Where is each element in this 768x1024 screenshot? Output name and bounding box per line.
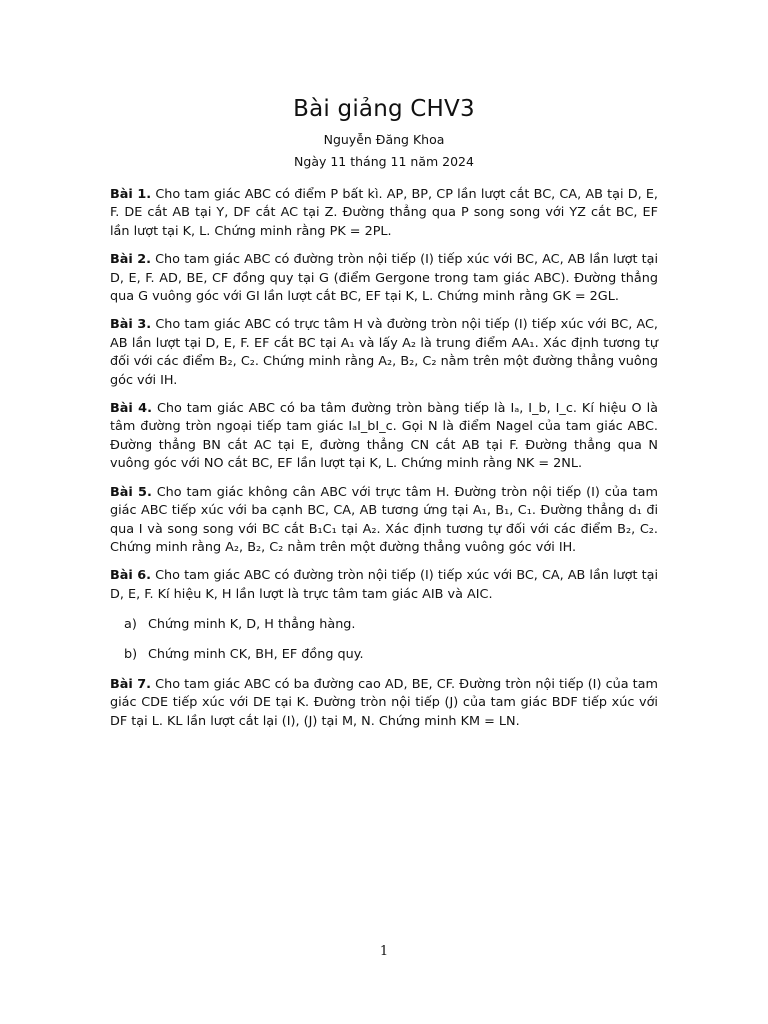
problem-4	[110, 400, 658, 474]
document-author: Nguyễn Đăng Khoa	[323, 132, 445, 147]
sub-question-b	[124, 646, 658, 664]
sub-question-list	[110, 616, 658, 664]
sub-question-text: Chứng minh K, D, H thẳng hàng.	[148, 617, 356, 633]
sub-question-mark: b)	[124, 646, 138, 662]
document-header	[0, 96, 768, 169]
problem-text: Cho tam giác ABC có đường tròn nội tiếp (I) tiếp xúc với BC, AC, AB lần lượt tại D, E, F. AD, BE, CF đồng quy tại G (điểm Gergone trong tam giác ABC). Đường thẳng qua G vuông góc với GI lần lượt cắt BC, EF tại K, L. Chứng minh rằng GK = 2GL.	[110, 252, 658, 305]
problem-text: Cho tam giác ABC có trực tâm H và đường tròn nội tiếp (I) tiếp xúc với BC, AC, AB lần lượt tại D, E, F. EF cắt BC tại A₁ và lấy A₂ là trung điểm AA₁. Xác định tương tự đối với các điểm B₂, C₂. Chứng minh rằng A₂, B₂, C₂ nằm trên một đường thẳng vuông góc với IH.	[110, 317, 658, 388]
document-date: Ngày 11 tháng 11 năm 2024	[294, 154, 474, 169]
document-title: Bài giảng CHV3	[293, 96, 475, 122]
problem-label: Bài 7.	[110, 676, 152, 692]
problem-label: Bài 2.	[110, 252, 152, 268]
sub-question-text: Chứng minh CK, BH, EF đồng quy.	[148, 646, 364, 662]
problem-label: Bài 4.	[110, 401, 152, 417]
problem-text: Cho tam giác ABC có ba đường cao AD, BE, CF. Đường tròn nội tiếp (I) của tam giác CDE tiếp xúc với DE tại K. Đường tròn nội tiếp (J) của tam giác BDF tiếp xúc với DF tại L. KL lần lượt cắt lại (I), (J) tại M, N. Chứng minh KM = LN.	[110, 676, 658, 729]
sub-question-a	[124, 616, 658, 634]
problem-label: Bài 3.	[110, 317, 152, 333]
problem-1	[110, 186, 658, 241]
problem-3	[110, 316, 658, 390]
problem-label: Bài 6.	[110, 568, 152, 584]
page-number: 1	[379, 944, 389, 959]
problem-text: Cho tam giác ABC có điểm P bất kì. AP, BP, CP lần lượt cắt BC, CA, AB tại D, E, F. DE cắt AB tại Y, DF cắt AC tại Z. Đường thẳng qua P song song với YZ cắt BC, EF lần lượt tại K, L. Chứng minh rằng PK = 2PL.	[110, 187, 658, 239]
problem-label: Bài 1.	[110, 187, 152, 202]
problem-7	[110, 676, 658, 731]
problem-5	[110, 484, 658, 558]
problem-text: Cho tam giác không cân ABC với trực tâm H. Đường tròn nội tiếp (I) của tam giác ABC tiếp xúc với ba cạnh BC, CA, AB tương ứng tại A₁, B₁, C₁. Đường thẳng d₁ đi qua I và song song với BC cắt B₁C₁ tại A₂. Xác định tương tự đối với các điểm B₂, C₂. Chứng minh rằng A₂, B₂, C₂ nằm trên một đường thẳng vuông góc với IH.	[110, 484, 658, 555]
sub-question-mark: a)	[124, 617, 137, 633]
problem-text: Cho tam giác ABC có đường tròn nội tiếp (I) tiếp xúc với BC, CA, AB lần lượt tại D, E, F. Kí hiệu K, H lần lượt là trực tâm tam giác AIB và AIC.	[110, 568, 659, 602]
problem-6	[110, 567, 658, 664]
problem-2	[110, 251, 658, 306]
problem-label: Bài 5.	[110, 484, 152, 500]
problem-list	[110, 186, 658, 741]
problem-text: Cho tam giác ABC có ba tâm đường tròn bàng tiếp là Iₐ, I_b, I_c. Kí hiệu O là tâm đường tròn ngoại tiếp tam giác IₐI_bI_c. Gọi N là điểm Nagel của tam giác ABC. Đường thẳng BN cắt AC tại E, đường thẳng CN cắt AB tại F. Đường thẳng qua N vuông góc với NO cắt BC, EF lần lượt tại K, L. Chứng minh rằng NK = 2NL.	[110, 401, 658, 472]
